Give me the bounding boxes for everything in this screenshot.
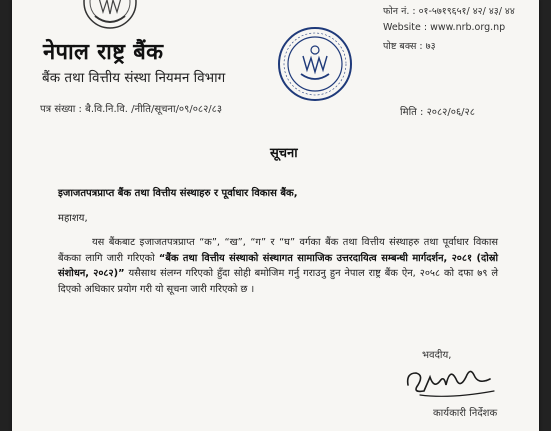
addressee: इजाजतपत्रप्राप्त बैंक तथा वित्तीय संस्थाहरु र पूर्वाधार विकास बैंक, [58, 188, 298, 199]
reference-number: पत्र संख्या : बै.वि.नि.वि. /नीति/सूचना/०९/०८२/८३ [40, 104, 223, 115]
body-text-part1: यस बैंकबाट इजाजतपत्रप्राप्त “क”, “ख”, “ग” र “घ” वर्गका बैंक तथा वित्तीय संस्थाहरु तथा पूर्वाधार विकास बैंकका लागि जारी गरिएको [58, 237, 498, 264]
body-text-guideline-title: “बैंक तथा वित्तीय संस्थाको संस्थागत सामाजिक उत्तरदायित्व सम्बन्धी मार्गदर्शन, २०८१ (दोस्रो संशोधन, २०८२)” [58, 252, 499, 279]
notice-title: सूचना [270, 146, 298, 161]
contact-website: Website : www.nrb.org.np [383, 22, 506, 33]
nrb-emblem-icon [81, 0, 139, 30]
nrb-seal-icon [277, 26, 353, 102]
signatory-designation: कार्यकारी निर्देशक [433, 408, 498, 419]
contact-phone: फोन नं. : ०१-५७१९६५१/ ४२/ ४३/ ४४ [383, 6, 515, 17]
notice-date: मिति : २०८२/०६/२८ [400, 107, 475, 118]
salutation: महाशय, [58, 213, 88, 224]
body-text-part2: यसैसाथ संलग्न गरिएको हुँदा सोही बमोजिम गर्नु गराउनु हुन नेपाल राष्ट्र बैंक ऐन, २०५८ को दफा ७९ ले दिएको अधिकार प्रयोग गरी यो सूचना जारी गरिएको छ । [58, 268, 498, 295]
department-name: बैंक तथा वित्तीय संस्था नियमन विभाग [42, 70, 226, 86]
contact-po-box: पोष्ट बक्स : ७३ [383, 41, 436, 52]
document-page [12, 0, 539, 431]
signoff: भवदीय, [422, 350, 452, 361]
signature-icon [400, 355, 500, 403]
notice-body [58, 235, 498, 297]
bank-name: नेपाल राष्ट्र बैंक [43, 40, 164, 65]
